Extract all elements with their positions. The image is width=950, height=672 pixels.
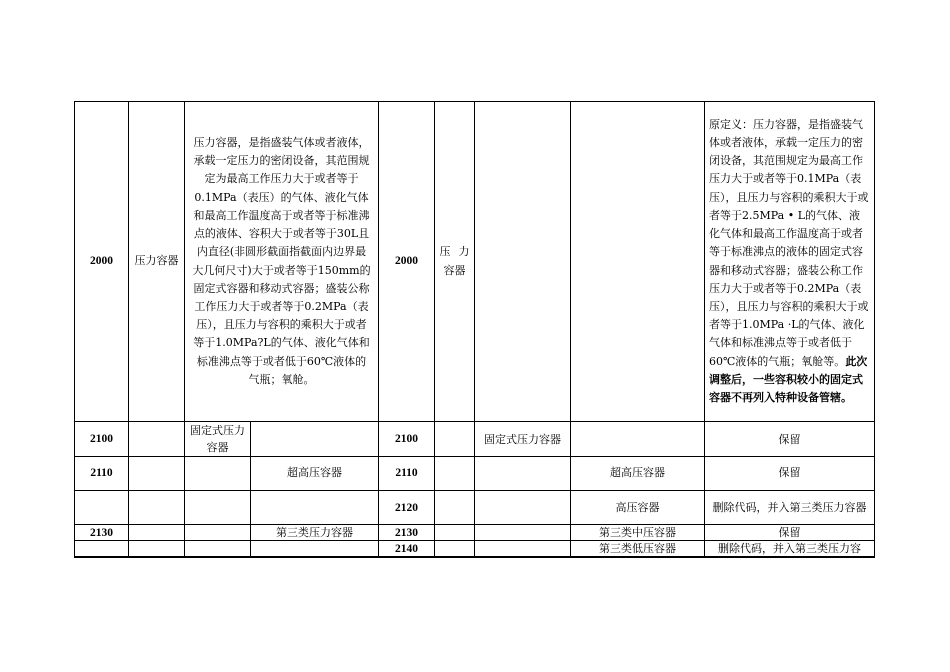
old-code — [75, 541, 129, 558]
new-code: 2120 — [379, 491, 435, 525]
old-category — [129, 457, 185, 491]
old-class — [185, 457, 251, 491]
new-category-part: 压 — [439, 245, 451, 259]
remark: 删除代码，并入第三类压力容器 — [705, 491, 875, 525]
new-category — [435, 457, 475, 491]
new-category-part: 容器 — [443, 263, 466, 277]
new-variety: 第三类中压容器 — [571, 525, 705, 541]
new-variety: 第三类低压容器 — [571, 541, 705, 558]
table-row — [75, 457, 875, 491]
new-variety — [571, 102, 705, 422]
remark: 保留 — [705, 525, 875, 541]
old-class — [185, 525, 251, 541]
old-variety — [251, 541, 379, 558]
new-code: 2100 — [379, 422, 435, 457]
old-variety — [251, 422, 379, 457]
new-class — [475, 525, 571, 541]
old-variety: 第三类压力容器 — [251, 525, 379, 541]
new-category — [435, 541, 475, 558]
old-definition: 压力容器，是指盛装气体或者液体，承载一定压力的密闭设备，其范围规定为最高工作压力大于或者等于0.1MPa（表压）的气体、液化气体和最高工作温度高于或者等于标准沸点的液体、容积大于或者等于30L且内直径(非圆形截面指截面内边界最大几何尺寸)大于或者等于150mm的固定式容器和移动式容器；盛装公称工作压力大于或者等于0.2MPa（表压），且压力与容积的乘积大于或者等于1.0MPa?L的气体、液化气体和标准沸点等于或者低于60℃液体的气瓶；氧舱。 — [185, 102, 379, 422]
remark-bold-text: 此次调整后，一些容积较小的固定式容器不再列入特种设备管辖。 — [709, 354, 868, 404]
new-class — [475, 541, 571, 558]
new-variety: 高压容器 — [571, 491, 705, 525]
table-row — [75, 422, 875, 457]
old-class: 固定式压力容器 — [185, 422, 251, 457]
new-category — [435, 525, 475, 541]
remark: 保留 — [705, 457, 875, 491]
new-category — [435, 102, 475, 422]
old-category — [129, 491, 185, 525]
old-variety — [251, 491, 379, 525]
new-code: 2000 — [379, 102, 435, 422]
new-variety — [571, 422, 705, 457]
table-row — [75, 525, 875, 541]
old-code: 2130 — [75, 525, 129, 541]
new-category-part: 力 — [458, 245, 470, 259]
new-category — [435, 422, 475, 457]
remark-text: 原定义：压力容器，是指盛装气体或者液体，承载一定压力的密闭设备，其范围规定为最高工作压力大于或者等于0.1MPa（表压），且压力与容积的乘积大于或者等于2.5MPa • L的气体、液化气体和最高工作温度高于或者等于标准沸点的液体的固定式容器和移动式容器；盛装公称工作压力大于或者等于0.2MPa（表压），且压力与容积的乘积大于或者等于1.0MPa ·L的气体、液化气体和标准沸点等于或者低于60℃液体的气瓶；氧舱等。 — [709, 117, 869, 368]
new-code: 2110 — [379, 457, 435, 491]
old-class — [185, 491, 251, 525]
new-code: 2130 — [379, 525, 435, 541]
old-code: 2110 — [75, 457, 129, 491]
new-class — [475, 102, 571, 422]
old-category — [129, 541, 185, 558]
old-code: 2100 — [75, 422, 129, 457]
old-category: 压力容器 — [129, 102, 185, 422]
remark — [705, 102, 875, 422]
new-code: 2140 — [379, 541, 435, 558]
new-category — [435, 491, 475, 525]
old-code: 2000 — [75, 102, 129, 422]
remark: 删除代码，并入第三类压力容 — [705, 541, 875, 558]
old-class — [185, 541, 251, 558]
old-variety: 超高压容器 — [251, 457, 379, 491]
new-class — [475, 457, 571, 491]
old-category — [129, 422, 185, 457]
new-class: 固定式压力容器 — [475, 422, 571, 457]
equipment-catalog-table — [74, 101, 875, 558]
table-row — [75, 102, 875, 422]
old-category — [129, 525, 185, 541]
new-variety: 超高压容器 — [571, 457, 705, 491]
new-class — [475, 491, 571, 525]
table-row — [75, 541, 875, 558]
old-code — [75, 491, 129, 525]
table-row — [75, 491, 875, 525]
remark: 保留 — [705, 422, 875, 457]
